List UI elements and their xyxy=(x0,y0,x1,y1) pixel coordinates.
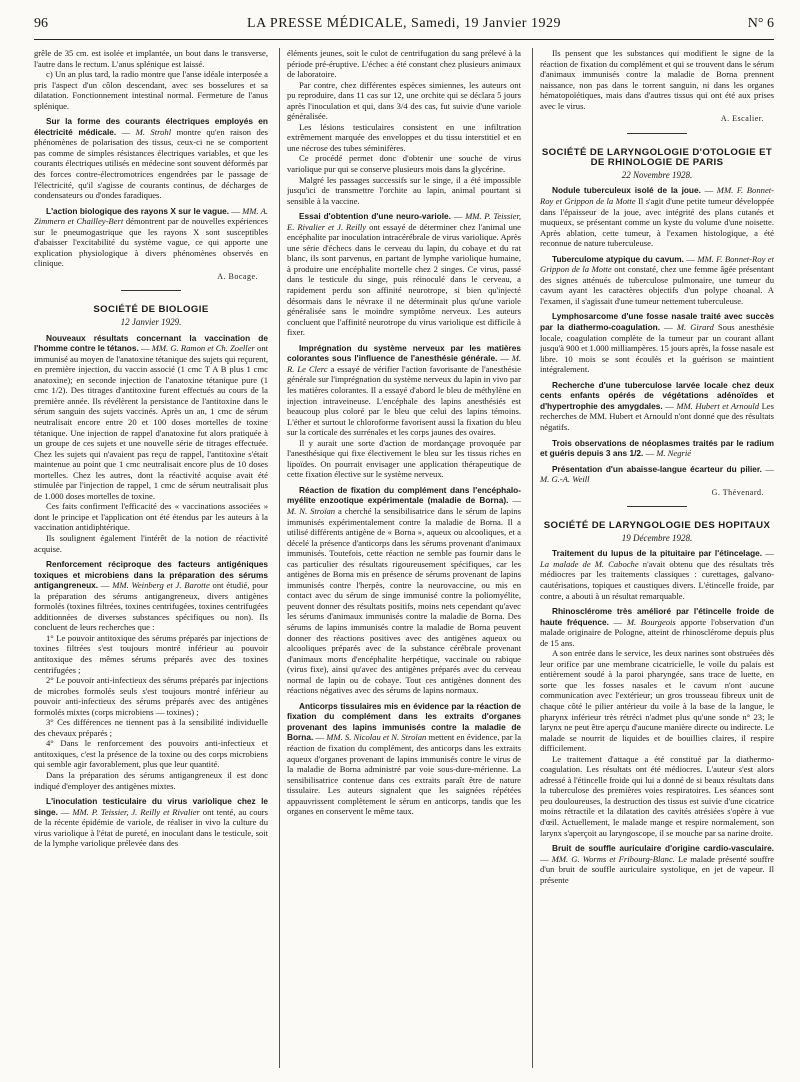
abstract: L'action biologique des rayons X sur le vague. — MM. A. Zimmern et Chailley-Bert démontrent par de nouvelles expériences sur le pneumogastrique que les rayons X sont susceptibles d'abaisser l'excitabilité du système vague, ce qui apporte une explication physiologique à divers phénomènes observés en clinique. xyxy=(34,205,268,269)
abstract-author: MM. A. Zimmern et Chailley-Bert xyxy=(34,205,268,227)
abstract-body: montre qu'en raison des phénomènes de polarisation des tissus, ceux-ci ne se comportent pas comme de simples résistances électriques variables, et que les courants électriques utilisés en médecine sont souvent déformés par des forces contre-électromotrices engendrées par le passage de l'électricité, qu'il s'agisse de courants continus, de décharges de condensateurs ou d'ondes faradiques. xyxy=(34,126,268,201)
abstract-title: Présentation d'un abaisse-langue écarteur du pilier. xyxy=(552,463,762,474)
abstract-title: L'action biologique des rayons X sur le vague. xyxy=(46,205,230,216)
abstract-body: apporte l'observation d'un malade originaire de Pologne, atteint de rhinosclérome depuis plus de 15 ans. xyxy=(540,616,774,648)
abstract-author: MM. F. Bonnet-Roy et Grippon de la Motte xyxy=(540,253,774,275)
abstract-author: M. R. Le Clerc xyxy=(287,353,521,374)
list-item: 1° Le pouvoir antitoxique des sérums préparés par injections de toxines filtrées s'est toujours montré inférieur au pouvoir antitoxique des mêmes sérums préparés avec des toxines centrifugées ; xyxy=(34,632,268,675)
section-date: 22 Novembre 1928. xyxy=(621,169,693,180)
section-rule xyxy=(121,290,181,291)
column-1 xyxy=(34,48,268,1073)
abstract-author: La malade de M. Caboche xyxy=(540,558,639,569)
abstract-author: MM. P. Teissier, J. Reilly et Rivalier xyxy=(72,806,200,817)
paragraph: Malgré les passages successifs sur le singe, il a été impossible jusqu'ici de transmettre l'orchite au lapin, animal pourtant si sensible à la vaccine. xyxy=(287,174,521,206)
abstract-title: Tuberculome atypique du cavum. xyxy=(552,253,684,264)
paragraph: Le traitement d'attaque a été constitué par la diathermo-coagulation. Les résultats ont été médiocres. L'auteur s'est alors adressé à l'étincelle froide qui lui a donné de si beaux résultats dans la tuberculose des premières voies respiratoires. Les séances sont peu douloureuses, la destruction des tissus est suivie d'une cicatrice moins rétractile et la dilatation des cavités atrésiées s'opère à vue d'œil. Actuellement, le malade mange et respire normalement, son larynx s'aperçoit au laryngoscope, il se mouche par sa narine droite. xyxy=(540,753,774,838)
section-date: 12 Janvier 1929. xyxy=(120,317,182,328)
paragraph: Dans la préparation des sérums antigangreneux il est donc indiqué d'employer des antigènes mixtes. xyxy=(34,770,268,791)
section-heading: SOCIÉTÉ DE LARYNGOLOGIE DES HOPITAUX xyxy=(543,520,771,532)
paragraph: Par contre, chez différentes espèces simiennes, les auteurs ont pu reproduire, dans 11 cas sur 12, une orchite qui se déclara 5 jours après l'inoculation et qui, dans 3/4 des cas, fut suivie d'une variole généralisée. xyxy=(287,79,521,122)
paragraph: Ce procédé permet donc d'obtenir une souche de virus variolique pur qui se conserve plusieurs mois dans la glycérine. xyxy=(287,153,521,175)
abstract-body: mettent en évidence, par la réaction de fixation du complément, des anticorps dans les extraits aqueux d'organes provenant de lapins immunisés contre le virus de la maladie de Borna administré par voie sous-dure-mérienne. La sensibilisatrice contenue dans ces extraits paraît être de nature tissulaire. Les auteurs signalent que les saignées répétées appauvrissent complètement le sérum en anticorps, tandis que les organes en conservent le même taux. xyxy=(287,732,521,817)
abstract-title: Nodule tuberculeux isolé de la joue. xyxy=(552,185,701,196)
paragraph: grêle de 35 cm. est isolée et implantée, un bout dans le transverse, l'autre dans le rectum. L'anus splénique est laissé. xyxy=(34,48,268,69)
section-date: 19 Décembre 1928. xyxy=(621,532,693,543)
abstract-author: M. Girard xyxy=(676,322,714,333)
paragraph: éléments jeunes, soit le culot de centrifugation du sang prélevé à la période pré-éruptive. L'échec a été constant chez plusieurs animaux de laboratoire. xyxy=(287,48,521,80)
abstract-body: Il s'agit d'une petite tumeur développée dans l'épaisseur de la joue, avec intégrité des plans cutanés et muqueux, se présentant comme un kyste du volume d'une noisette. Après ablation, cette tumeur, à l'examen histologique, a été reconnue de nature tuberculeuse. xyxy=(540,196,774,249)
abstract-author: MM. P. Teissier, E. Rivalier et J. Reilly xyxy=(287,211,521,232)
abstract: Présentation d'un abaisse-langue écarteur du pilier. — M. G.-A. Weill xyxy=(540,463,774,485)
abstract-body: ont constaté, chez une femme âgée présentant des signes atténués de tuberculose pulmonaire, une tumeur du cavum ayant les caractères objectifs d'un polype choanal. A l'examen, il s'agissait d'une tumeur nettement tuberculeuse. xyxy=(540,264,774,306)
abstract-body: ont essayé de déterminer chez l'animal une encéphalite par inoculation intracérébrale de virus variolique. Après une série d'échecs dans le cerveau du lapin, du cobaye et du rat blanc, ils sont parvenus, en partant de lymphe variolique humaine, à produire une encéphalite mortelle chez 2 singes. Ce virus, passé dans le testicule du singe, puis réinoculé dans le cerveau, a rapidement perdu son affinité neurotrope, si bien qu'injecté désormais dans le névraxe il ne déterminait plus qu'une variole généralisée sans le moindre symptôme nerveux. Les auteurs concluent que l'affinité neurotrope du virus variolique est difficile à fixer. xyxy=(287,221,521,338)
abstract-author: M. Bourgeois xyxy=(626,616,676,627)
abstract: L'inoculation testiculaire du virus variolique chez le singe. — MM. P. Teissier, J. Reilly et Rivalier ont tenté, au cours de la récente épidémie de variole, de réaliser in vivo la culture du virus variolique à l'état de pureté, en inoculant dans le testicule, soit de la lymphe variolique prélevée dans des xyxy=(34,796,268,849)
abstract: Sur la forme des courants électriques employés en électricité médicale. — M. Strohl montre qu'en raison des phénomènes de polarisation des tissus, ceux-ci ne se comportent pas comme de simples résistances électriques variables, et que les courants électriques utilisés en médecine sont souvent déformés par des forces contre-électromotrices engendrées par le passage de l'électricité, qu'il s'agisse de courants continus, de décharges de condensateurs ou d'ondes faradiques. xyxy=(34,116,268,201)
abstract-body: ont tenté, au cours de la récente épidémie de variole, de réaliser in vivo la culture du virus variolique à l'état de pureté, en inoculant dans le testicule, soit de la lymphe variolique prélevée dans des xyxy=(34,806,268,849)
abstract: Recherche d'une tuberculose larvée locale chez deux cents enfants opérés de végétations adénoïdes et d'hypertrophie des amygdales. — MM. Hubert et Arnould Les recherches de MM. Hubert et Arnould n'ont donné que des résultats négatifs. xyxy=(540,379,774,432)
abstract: Rhinosclérome très amélioré par l'étincelle froide de haute fréquence. — M. Bourgeois apporte l'observation d'un malade originaire de Pologne, atteint de rhinosclérome depuis plus de 15 ans. xyxy=(540,606,774,648)
abstract-title: Trois observations de néoplasmes traités par le radium et guéris depuis 3 ans 1/2. xyxy=(540,437,774,459)
column-divider xyxy=(279,48,280,1068)
abstract-title: Essai d'obtention d'une neuro-variole. xyxy=(299,211,451,222)
issue-number: N° 6 xyxy=(747,16,774,31)
abstract-title: Traitement du lupus de la pituitaire par l'étincelage. xyxy=(552,548,763,559)
column-divider xyxy=(532,48,533,1068)
abstract-body: ont étudié, pour la préparation des sérums antigangreneux, divers antigènes formolés (toxines filtrées, toxines centrifugées, toxines centrifugées additionnées de diverses substances spécifiques ou non). Ils concluent de leurs recherches que : xyxy=(34,580,268,633)
abstract-title: Nouveaux résultats concernant la vaccination de l'homme contre le tétanos. xyxy=(34,332,268,354)
abstract: Anticorps tissulaires mis en évidence par la réaction de fixation du complément dans les extraits d'organes provenant des lapins immunisés contre la maladie de Borna. — MM. S. Nicolau et N. Stroïan mettent en évidence, par la réaction de fixation du complément, des anticorps dans les extraits aqueux d'organes provenant de lapins immunisés contre le virus de la maladie de Borna administré par voie sous-dure-mérienne. La sensibilisatrice contenue dans ces extraits paraît être de nature tissulaire. Les auteurs signalent que les saignées répétées appauvrissent complètement le sérum en anticorps, tandis que les organes en conservent le même taux. xyxy=(287,700,521,817)
abstract-body: Les recherches de MM. Hubert et Arnould n'ont donné que des résultats négatifs. xyxy=(540,400,774,432)
abstract: Essai d'obtention d'une neuro-variole. — MM. P. Teissier, E. Rivalier et J. Reilly ont essayé de déterminer chez l'animal une encéphalite par inoculation intracérébrale de virus variolique. Après une série d'échecs dans le cerveau du lapin, du cobaye et du rat blanc, ils sont parvenus, en partant de lymphe variolique humaine, à produire une encéphalite mortelle chez 2 singes. Ce virus, passé dans le testicule du singe, puis réinoculé dans le cerveau, a rapidement perdu son affinité neurotrope, si bien qu'injecté désormais dans le névraxe il ne déterminait plus qu'une variole généralisée sans le moindre symptôme nerveux. Les auteurs concluent que l'affinité neurotrope du virus variolique est difficile à fixer. xyxy=(287,211,521,338)
section-rule xyxy=(627,133,687,134)
abstract: Tuberculome atypique du cavum. — MM. F. Bonnet-Roy et Grippon de la Motte ont constaté, chez une femme âgée présentant des signes atténués de tuberculose pulmonaire, une tumeur du cavum ayant les caractères objectifs d'un polype choanal. A l'examen, il s'agissait d'une tumeur nettement tuberculeuse. xyxy=(540,253,774,306)
page-header xyxy=(34,16,774,38)
abstract: Traitement du lupus de la pituitaire par l'étincelage. — La malade de M. Caboche n'avait obtenu que des résultats très médiocres par les traitements classiques : curettages, galvano-cautérisations, topiques et caustiques divers. L'étincelle froide, par contre, a abouti à un résultat remarquable. xyxy=(540,548,774,601)
abstract-author: MM. Weinberg et J. Barotte xyxy=(112,580,210,591)
page-number: 96 xyxy=(34,16,48,31)
abstract-title: Anticorps tissulaires mis en évidence par la réaction de fixation du complément dans les extraits d'organes provenant des lapins immunisés contre la maladie de Borna. xyxy=(287,700,521,743)
abstract-body: démontrent par de nouvelles expériences sur le pneumogastrique que les rayons X sont susceptibles d'abaisser l'excitabilité du système vague, ce qui apporte une explication physiologique à divers phénomènes observés en clinique. xyxy=(34,216,268,269)
abstract-author: MM. Hubert et Arnould xyxy=(676,400,760,411)
abstract-title: Bruit de souffle auriculaire d'origine cardio-vasculaire. xyxy=(552,843,774,854)
section-heading: SOCIÉTÉ DE LARYNGOLOGIE D'OTOLOGIE ET DE RHINOLOGIE DE PARIS xyxy=(541,146,773,169)
signature: G. Thévenard. xyxy=(711,487,764,497)
list-item: 3° Ces différences ne tiennent pas à la sensibilité individuelle des chevaux préparés ; xyxy=(34,717,268,738)
abstract: Réaction de fixation du complément dans l'encéphalo-myélite enzootique expérimentale (maladie de Borna). — M. N. Stroïan a cherché la sensibilisatrice dans le sérum de lapins immunisés expérimentalement contre la maladie de Borna. Il a utilisé différents antigène de « Borna », aqueux ou alcooliques, et a décelé la présence d'anticorps dans les sérums provenant d'animaux immunisés. Toutefois, cette réaction ne semble pas fournir dans le cas particulier des résultats rigoureusement spécifiques, car les antigènes de Borna mis en présence de sérums provenant de lapins immunisés contre l'herpès, contre la neurovaccine, ou mis en contact avec du sérum de singe immunisé contre la poliomyélite, peuvent donner des résultats positifs, moins nets cependant qu'avec les sérums d'animaux immunisés contre la maladie de Borna. Des sérums de lapins immunisés contre la maladie de Borna peuvent donner des réactions positives avec des antigènes aqueux ou alcooliques préparés avec de la substance cérébrale provenant d'animaux morts d'encéphalite herpétique, vaccinale ou rabique (virus fixe), ainsi qu'avec des antigènes préparés avec du cerveau normal de lapin ou de cobaye. Tout ces antigènes donnent des réactions négatives avec des sérums de lapins normaux. xyxy=(287,484,521,696)
header-rule xyxy=(34,39,774,40)
abstract-title: Sur la forme des courants électriques employés en électricité médicale. xyxy=(34,116,268,137)
column-3 xyxy=(540,48,774,1073)
list-item: 2° Le pouvoir anti-infectieux des sérums préparés par injections de microbes formolés seuls s'est toujours montré inférieur au pouvoir anti-infectieux des sérums préparés avec des antigènes formolés mixtes (corps microbiens — toxines) ; xyxy=(34,675,268,717)
abstract-title: Rhinosclérome très amélioré par l'étincelle froide de haute fréquence. xyxy=(540,606,774,627)
abstract-author: MM. S. Nicolau et N. Stroïan xyxy=(326,732,427,743)
signature: A. Bocage. xyxy=(217,271,258,281)
signature: A. Escalier. xyxy=(720,114,764,124)
abstract-body: n'avait obtenu que des résultats très médiocres par les traitements classiques : curettages, galvano-cautérisations, topiques et caustiques divers. L'étincelle froide, par contre, a abouti à un résultat remarquable. xyxy=(540,558,774,601)
abstract-author: MM. G. Worms et Fribourg-Blanc. xyxy=(551,853,675,864)
section-rule xyxy=(627,506,687,507)
abstract-author: MM. G. Ramon et Ch. Zoeller xyxy=(151,343,255,354)
abstract: Nodule tuberculeux isolé de la joue. — MM. F. Bonnet-Roy et Grippon de la Motte Il s'agit d'une petite tumeur développée dans l'épaisseur de la joue, avec intégrité des plans cutanés et muqueux, se présentant comme un kyste du volume d'une noisette. Après ablation, cette tumeur, à l'examen histologique, a été reconnue de nature tuberculeuse. xyxy=(540,185,774,249)
section-heading: SOCIÉTÉ DE BIOLOGIE xyxy=(93,304,209,316)
journal-title: LA PRESSE MÉDICALE, Samedi, 19 Janvier 1929 xyxy=(247,16,561,31)
abstract: Bruit de souffle auriculaire d'origine cardio-vasculaire. — MM. G. Worms et Fribourg-Blanc. Le malade présenté souffre d'un bruit de souffle auriculaire systolique, en jet de vapeur. Il présente xyxy=(540,843,774,885)
abstract-body: a essayé de vérifier l'action favorisante de l'anesthésie générale sur l'imprégnation du système nerveux du lapin in vivo par les matières colorantes. Il a essayé d'abord le bleu de méthylène en injection intraveineuse. L'encéphale des lapins anesthésiés est beaucoup plus coloré par le bleu que celui des lapins témoins. L'éther et surtout le chloroforme favorisent aussi la fixation du bleu sur la corticale des surrénales et les corps jaunes des ovaires. xyxy=(287,363,521,438)
paragraph: Ces faits confirment l'efficacité des « vaccinations associées » dont le principe et l'application ont été étendus par les auteurs à la vaccination antidiphtérique. xyxy=(34,501,268,533)
column-2 xyxy=(287,48,521,1073)
abstract-author: MM. F. Bonnet-Roy et Grippon de la Motte xyxy=(540,185,774,207)
abstract-title: Imprégnation du système nerveux par les matières colorantes sous l'influence de l'anesthésie générale. xyxy=(287,342,521,364)
abstract-author: M. Negrié xyxy=(656,448,692,459)
abstract-title: Réaction de fixation du complément dans l'encéphalo-myélite enzootique expérimentale (maladie de Borna). xyxy=(287,484,521,506)
abstract-title: Lymphosarcome d'une fosse nasale traité avec succès par la diathermo-coagulation. xyxy=(540,311,774,333)
abstract: Lymphosarcome d'une fosse nasale traité avec succès par la diathermo-coagulation. — M. Girard Sous anesthésie locale, coagulation complète de la tumeur par un courant allant jusqu'à 900 et 1.000 milliampères. 15 jours après, la fosse nasale est libre. 10 mois se sont écoulés et la guérison se maintient intégralement. xyxy=(540,311,774,375)
paragraph: c) Un an plus tard, la radio montre que l'anse idéale interposée a pris l'aspect d'un côlon descendant, avec ses bosselures et sa dilatation. Fonctionnement intestinal normal. Fermeture de l'anus splénique. xyxy=(34,69,268,111)
abstract-body: ont immunisé au moyen de l'anatoxine tétanique des sujets qui reçurent, en première injection, du vaccin associé (1 cmc T A B plus 1 cmc anatoxine); en seconde injection de l'anatoxine tétanique pure (1 cmc 1/2). Des titrages d'antitoxine furent effectués au cours de la première année. Ils révélèrent la persistance de l'antitoxine dans le sérum sanguin des sujets vaccinés. Après un an, 1 cmc de sérum neutralisait encore entre 20 et 100 doses mortelles de toxine tétanique. Une injection de rappel d'anatoxine fut alors pratiquée à un groupe de ces sujets et une nouvelle série de titrages effectuée. Chez les sujets qui n'avaient pas reçu de rappel, l'antitoxine s'était maintenue au point que 1 cmc neutralisait encore plus de 10 doses mortelles. Chez les autres, dont la réactivité acquise avait été stimulée par l'injection de rappel, 1 cmc de sérum neutralisait plus de 1.000 doses mortelles de toxine. xyxy=(34,343,268,501)
abstract-body: a cherché la sensibilisatrice dans le sérum de lapins immunisés expérimentalement contre la maladie de Borna. Il a utilisé différents antigène de « Borna », aqueux ou alcooliques, et a décelé la présence d'anticorps dans les sérums provenant d'animaux immunisés. Toutefois, cette réaction ne semble pas fournir dans le cas particulier des résultats rigoureusement spécifiques, car les antigènes de Borna mis en présence de sérums provenant de lapins immunisés contre l'herpès, contre la neurovaccine, ou mis en contact avec du sérum de singe immunisé contre la poliomyélite, peuvent donner des résultats positifs, moins nets cependant qu'avec les sérums d'animaux immunisés contre la maladie de Borna. Des sérums de lapins immunisés contre la maladie de Borna peuvent donner des réactions positives avec des antigènes aqueux ou alcooliques préparés avec de la substance cérébrale provenant d'animaux morts d'encéphalite herpétique, vaccinale ou rabique (virus fixe), ainsi qu'avec des antigènes préparés avec du cerveau normal de lapin ou de cobaye. Tout ces antigènes donnent des réactions négatives avec des sérums de lapins normaux. xyxy=(287,505,521,696)
abstract-title: Renforcement réciproque des facteurs antigéniques toxiques et microbiens dans la préparation des sérums antigangreneux. xyxy=(34,559,268,591)
abstract-author: M. G.-A. Weill xyxy=(540,474,590,485)
abstract-title: L'inoculation testiculaire du virus variolique chez le singe. xyxy=(34,796,268,817)
paragraph: Ils soulignent également l'intérêt de la notion de réactivité acquise. xyxy=(34,532,268,554)
abstract-body: Le malade présenté souffre d'un bruit de souffle auriculaire systolique, en jet de vapeur. Il présente xyxy=(540,853,774,885)
abstract: Nouveaux résultats concernant la vaccination de l'homme contre le tétanos. — MM. G. Ramon et Ch. Zoeller ont immunisé au moyen de l'anatoxine tétanique des sujets qui reçurent, en première injection, du vaccin associé (1 cmc T A B plus 1 cmc anatoxine); en seconde injection de l'anatoxine tétanique pure (1 cmc 1/2). Des titrages d'antitoxine furent effectués au cours de la première année. Ils révélèrent la persistance de l'antitoxine dans le sérum sanguin des sujets vaccinés. Après un an, 1 cmc de sérum neutralisait encore entre 20 et 100 doses mortelles de toxine tétanique. Une injection de rappel d'anatoxine fut alors pratiquée à un groupe de ces sujets et une nouvelle série de titrages effectuée. Chez les sujets qui n'avaient pas reçu de rappel, l'antitoxine s'était maintenue au point que 1 cmc neutralisait encore plus de 10 doses mortelles. Chez les autres, dont la réactivité acquise avait été stimulée par l'injection de rappel, 1 cmc de sérum neutralisait plus de 1.000 doses mortelles de toxine. xyxy=(34,332,268,501)
paragraph: Les lésions testiculaires consistent en une infiltration extrêmement marquée des enveloppes et du tissu interstitiel et en une nécrose des tubes séminifères. xyxy=(287,121,521,153)
abstract-body: Sous anesthésie locale, coagulation complète de la tumeur par un courant allant jusqu'à 900 et 1.000 milliampères. 15 jours après, la fosse nasale est libre. 10 mois se sont écoulés et la guérison se maintient intégralement. xyxy=(540,322,774,375)
paragraph: A son entrée dans le service, les deux narines sont obstruées dès leur orifice par une membrane cicatricielle, le voile du palais est entièrement soudé à la paroi pharyngée, sans trace de luette, en sorte que les fosses nasales et le cavum n'ont aucune communication avec l'extérieur; un gros trousseau fibreux unit de chaque côté le pilier antérieur du voile à la base de la langue, le pharynx inférieur très rétréci n'admet plus qu'une sonde n° 23; le larynx ne peut être aperçu d'aucune manière directe ou indirecte. Le malade se nourrit de liquides et de bouillies claires, il respire difficilement. xyxy=(540,648,774,754)
abstract-author: M. Strohl xyxy=(135,126,172,137)
list-item: 4° Dans le renforcement des pouvoirs anti-infectieux et antitoxiques, c'est la présence de la toxine ou des corps microbiens qui semble agir favorablement, plus que leur quantité. xyxy=(34,738,268,770)
abstract: Imprégnation du système nerveux par les matières colorantes sous l'influence de l'anesthésie générale. — M. R. Le Clerc a essayé de vérifier l'action favorisante de l'anesthésie générale sur l'imprégnation du système nerveux du lapin in vivo par les matières colorantes. Il a essayé d'abord le bleu de méthylène en injection intraveineuse. L'encéphale des lapins anesthésiés est beaucoup plus coloré par le bleu que celui des lapins témoins. L'éther et surtout le chloroforme favorisent aussi la fixation du bleu sur la corticale des surrénales et les corps jaunes des ovaires. xyxy=(287,342,521,438)
abstract: Trois observations de néoplasmes traités par le radium et guéris depuis 3 ans 1/2. — M. Negrié xyxy=(540,437,774,459)
abstract: Renforcement réciproque des facteurs antigéniques toxiques et microbiens dans la préparation des sérums antigangreneux. — MM. Weinberg et J. Barotte ont étudié, pour la préparation des sérums antigangreneux, divers antigènes formolés (toxines filtrées, toxines centrifugées, toxines centrifugées additionnées de diverses substances spécifiques ou non). Ils concluent de leurs recherches que : xyxy=(34,559,268,633)
paragraph: Il y aurait une sorte d'action de mordançage provoquée par l'anesthésique qui fixe électivement le bleu sur les tissus riches en lipoïdes. On pourrait envisager une application thérapeutique de cette fixation élective sur le système nerveux. xyxy=(287,437,521,480)
paragraph: Ils pensent que les substances qui modifient le signe de la réaction de fixation du complément et qui se trouvent dans le sérum d'animaux immunisés contre la maladie de Borna prennent naissance, non pas dans le torrent sanguin, ni dans les organes hématopoïétiques, mais dans d'autres tissus qui ont été aux prises avec le virus. xyxy=(540,48,774,111)
abstract-author: M. N. Stroïan xyxy=(287,505,336,516)
abstract-title: Recherche d'une tuberculose larvée locale chez deux cents enfants opérés de végétations adénoïdes et d'hypertrophie des amygdales. xyxy=(540,379,774,411)
